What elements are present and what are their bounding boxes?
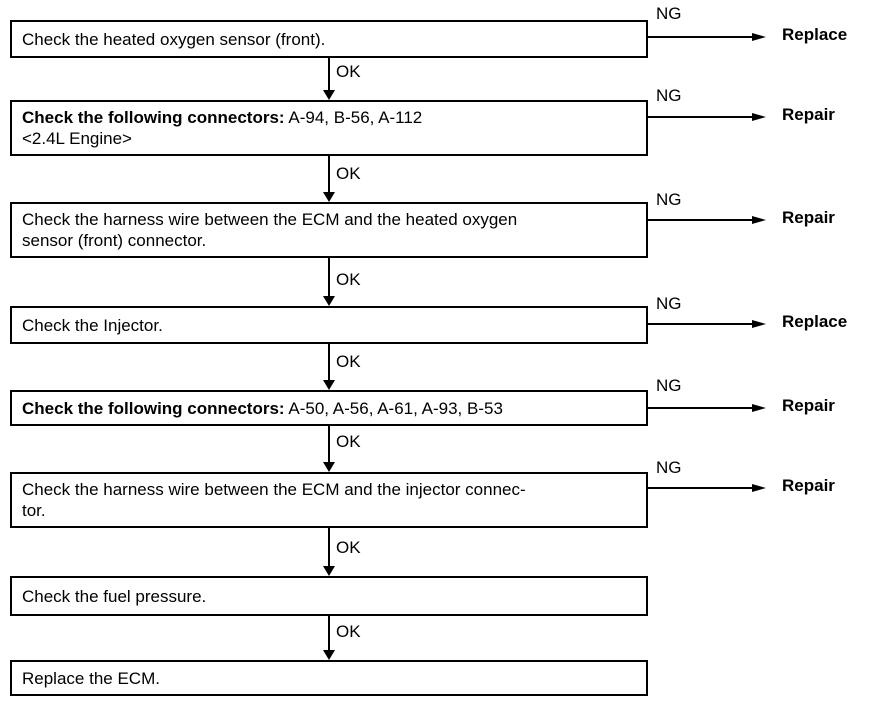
result-label: Replace <box>782 312 848 331</box>
ok-arrow-head <box>323 380 335 390</box>
ok-arrow-head <box>323 192 335 202</box>
ng-arrow-head <box>752 484 766 492</box>
ok-arrow-head <box>323 296 335 306</box>
step-box-8 <box>10 660 648 696</box>
step-text-line2: <2.4L Engine> <box>22 129 132 148</box>
result-label: Replace <box>782 25 848 44</box>
ok-label: OK <box>336 352 361 371</box>
step-box-5 <box>10 390 648 426</box>
step-text: Replace the ECM. <box>22 668 160 688</box>
step-box-1 <box>10 20 648 58</box>
result-label: Repair <box>782 208 835 227</box>
step-bold: Check the following connectors: <box>22 108 285 127</box>
result-label: Repair <box>782 396 835 415</box>
ok-arrow-line <box>328 616 330 650</box>
ok-label: OK <box>336 622 361 641</box>
step-text-line2: tor. <box>22 501 46 520</box>
ok-label: OK <box>336 164 361 183</box>
step-text: Check the heated oxygen sensor (front). <box>22 29 326 49</box>
ng-arrow-line <box>648 487 752 489</box>
ok-arrow-line <box>328 258 330 296</box>
step-box-6 <box>10 472 648 528</box>
ok-arrow-head <box>323 462 335 472</box>
ok-arrow-line <box>328 344 330 380</box>
ok-arrow-head <box>323 90 335 100</box>
ng-arrow-line <box>648 219 752 221</box>
step-box-7 <box>10 576 648 616</box>
ok-arrow-line <box>328 58 330 90</box>
ok-arrow-line <box>328 426 330 462</box>
result-label: Repair <box>782 476 835 495</box>
ng-label: NG <box>656 294 682 313</box>
ok-arrow-line <box>328 528 330 566</box>
ng-arrow-head <box>752 320 766 328</box>
ok-label: OK <box>336 62 361 81</box>
ng-arrow-line <box>648 407 752 409</box>
step-text-line2: sensor (front) connector. <box>22 231 207 250</box>
ng-label: NG <box>656 458 682 477</box>
ng-arrow-line <box>648 323 752 325</box>
step-text: Check the fuel pressure. <box>22 586 207 606</box>
step-box-2 <box>10 100 648 156</box>
result-label: Repair <box>782 105 835 124</box>
step-box-3 <box>10 202 648 258</box>
ng-arrow-head <box>752 216 766 224</box>
ok-arrow-head <box>323 566 335 576</box>
ng-label: NG <box>656 86 682 105</box>
ng-label: NG <box>656 190 682 209</box>
step-text: Check the harness wire between the ECM and the heated oxygen <box>22 210 518 229</box>
step-text: A-50, A-56, A-61, A-93, B-53 <box>284 398 503 418</box>
step-text: A-94, B-56, A-112 <box>284 108 423 127</box>
step-bold: Check the following connectors: <box>22 398 285 418</box>
ng-arrow-head <box>752 33 766 41</box>
ok-label: OK <box>336 538 361 557</box>
ng-label: NG <box>656 4 682 23</box>
ng-arrow-head <box>752 113 766 121</box>
step-text: Check the Injector. <box>22 315 163 335</box>
ok-label: OK <box>336 270 361 289</box>
ng-arrow-head <box>752 404 766 412</box>
step-text: Check the harness wire between the ECM and the injector connec- <box>22 480 526 499</box>
ng-arrow-line <box>648 36 752 38</box>
step-box-4 <box>10 306 648 344</box>
ng-arrow-line <box>648 116 752 118</box>
ok-arrow-line <box>328 156 330 192</box>
ok-label: OK <box>336 432 361 451</box>
ok-arrow-head <box>323 650 335 660</box>
ng-label: NG <box>656 376 682 395</box>
